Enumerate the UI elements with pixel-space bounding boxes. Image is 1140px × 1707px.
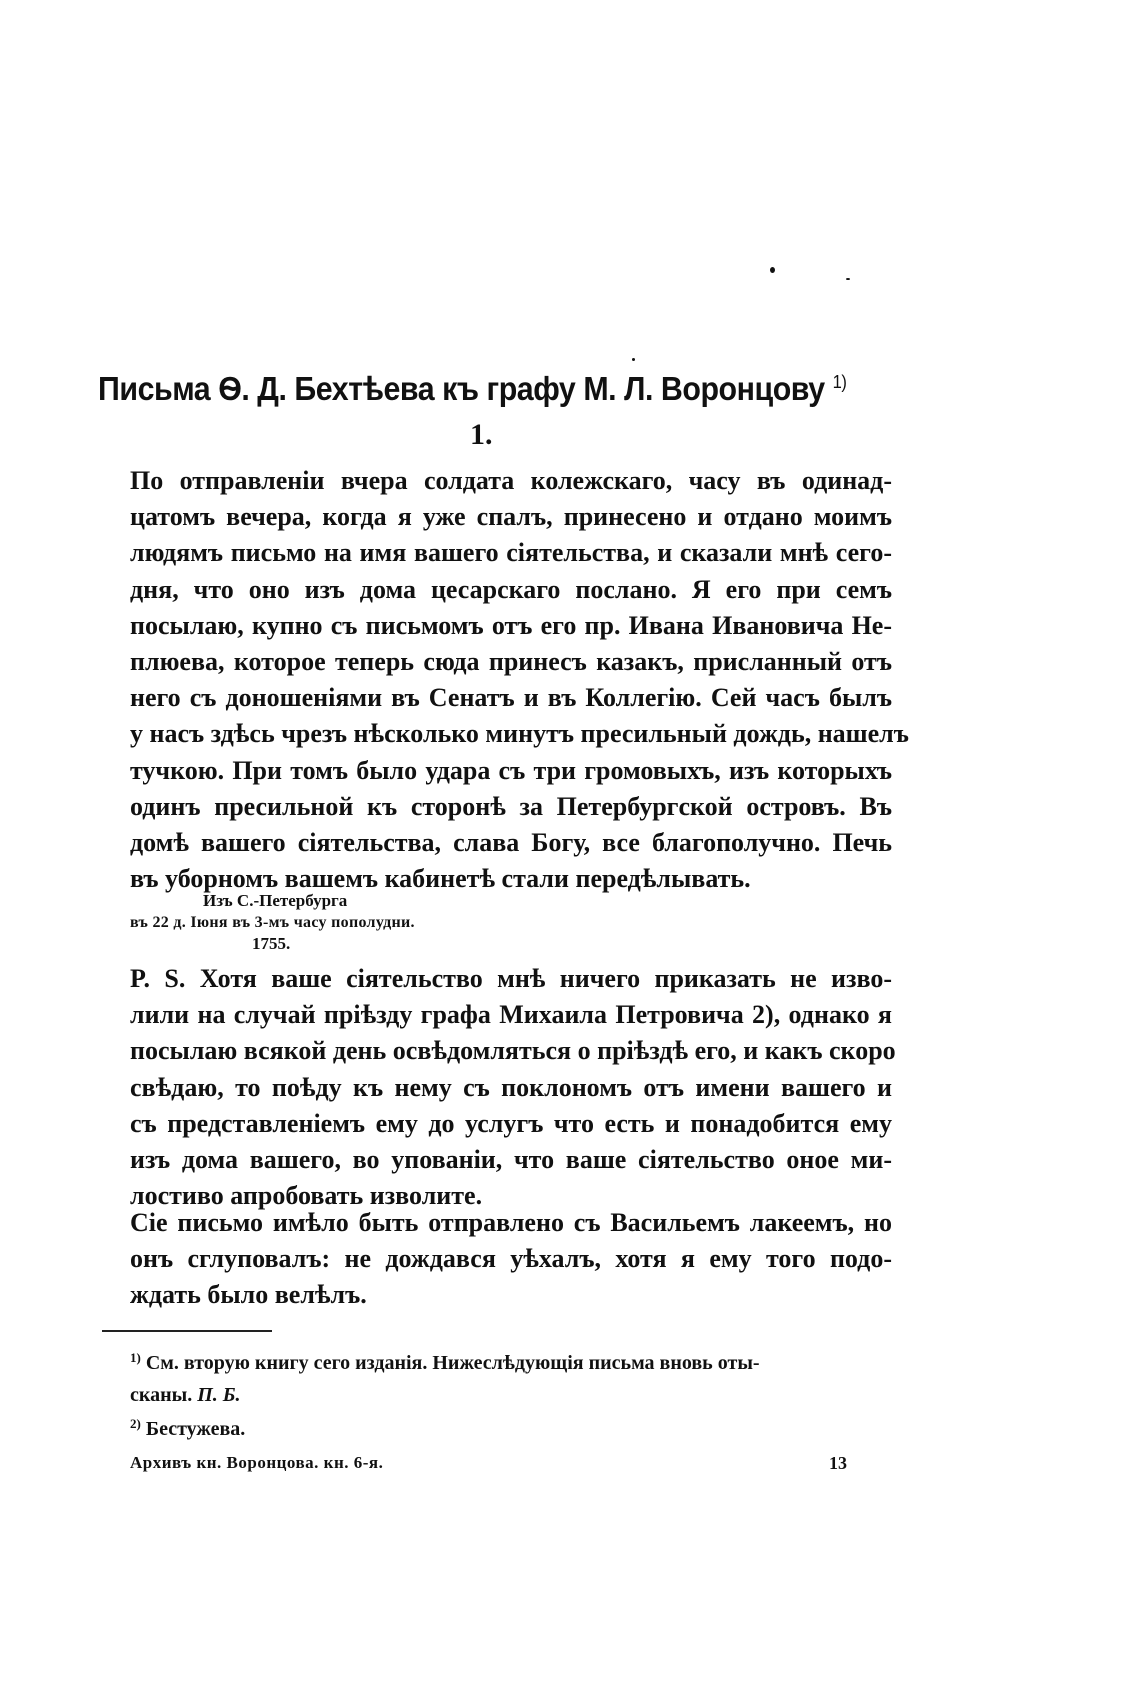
dateline-year: 1755. <box>252 934 291 953</box>
text-line: Сіе письмо имѣло быть отправлено съ Васильемъ лакеемъ, но <box>130 1208 892 1237</box>
footnote-2 <box>130 1418 245 1441</box>
scan-speck <box>770 267 775 273</box>
text-line: онъ сглуповалъ: не дождався уѣхалъ, хотя я ему того подо- <box>130 1244 892 1274</box>
text-line: лостиво апробовать изволите. <box>130 1181 483 1211</box>
text-line: него съ доношеніями въ Сенатъ и въ Коллегію. Сей часъ былъ <box>130 683 892 713</box>
text-line: ждать было велѣлъ. <box>130 1280 367 1310</box>
text-line: цатомъ вечера, когда я уже спалъ, принесено и отдано моимъ <box>130 502 892 532</box>
paragraph-main <box>130 463 909 897</box>
text-line: людямъ письмо на имя вашего сіятельства, и сказали мнѣ сего- <box>130 538 892 568</box>
footnote-divider <box>102 1330 272 1332</box>
footnote-1-continuation <box>130 1384 241 1407</box>
printer-signature: Архивъ кн. Воронцова. кн. 6-я. <box>130 1453 384 1472</box>
footnote-1-marker: 1) <box>130 1350 141 1365</box>
text-line: тучкою. При томъ было удара съ три громовыхъ, изъ которыхъ <box>130 755 892 785</box>
text-line: у насъ здѣсь чрезъ нѣсколько минутъ пресильный дождь, нашелъ <box>130 719 909 749</box>
text-line: въ уборномъ вашемъ кабинетѣ стали передѣлывать. <box>130 864 751 894</box>
text-line: посылаю всякой день освѣдомляться о пріѣздѣ его, и какъ скоро <box>130 1036 896 1066</box>
footnote-2-text: Бестужева. <box>145 1418 246 1440</box>
page-number: 13 <box>829 1453 847 1473</box>
text-line: дня, что оно изъ дома цесарскаго послано. Я его при семъ <box>130 574 892 604</box>
title-footnote-marker: 1) <box>832 372 847 392</box>
dateline-place: Изъ С.-Петербурга <box>203 891 348 910</box>
text-line: изъ дома вашего, во упованіи, что ваше сіятельство оное ми- <box>130 1145 892 1175</box>
paragraph-postscript <box>130 961 896 1214</box>
footnote-1 <box>130 1352 760 1375</box>
footnote-1-text: См. вторую книгу сего изданія. Нижеслѣдующія письма вновь оты- <box>145 1352 760 1374</box>
text-line: домѣ вашего сіятельства, слава Богу, все благополучно. Печь <box>130 828 892 858</box>
text-line: По отправленіи вчера солдата колежскаго, часу въ одинад- <box>130 466 892 495</box>
scan-speck <box>846 278 850 280</box>
text-line: лили на случай пріѣзду графа Михаила Петровича 2), однако я <box>130 1000 892 1030</box>
footnote-1-text-end: сканы. <box>130 1384 193 1406</box>
text-line: съ представленіемъ ему до услугъ что есть и понадобится ему <box>130 1108 892 1138</box>
dateline-date: въ 22 д. Іюня въ 3-мъ часу пополудни. <box>130 914 415 931</box>
letter-number: 1. <box>470 418 493 451</box>
text-line: свѣдаю, то поѣду къ нему съ поклономъ отъ имени вашего и <box>130 1072 892 1102</box>
text-line: одинъ пресильной къ сторонѣ за Петербургской островъ. Въ <box>130 791 892 821</box>
text-line: посылаю, купно съ письмомъ отъ его пр. Ивана Ивановича Не- <box>130 610 892 640</box>
text-line: P. S. Хотя ваше сіятельство мнѣ ничего приказать не изво- <box>130 964 892 993</box>
page-title <box>98 370 847 408</box>
scan-speck <box>632 358 635 361</box>
paragraph-closing <box>130 1205 892 1314</box>
title-text: Письма Ѳ. Д. Бехтѣева къ графу М. Л. Воронцову <box>98 370 825 407</box>
text-line: плюева, которое теперь сюда принесъ казакъ, присланный отъ <box>130 647 892 677</box>
footnote-2-marker: 2) <box>130 1416 141 1431</box>
footnote-1-initials: П. Б. <box>197 1384 241 1406</box>
